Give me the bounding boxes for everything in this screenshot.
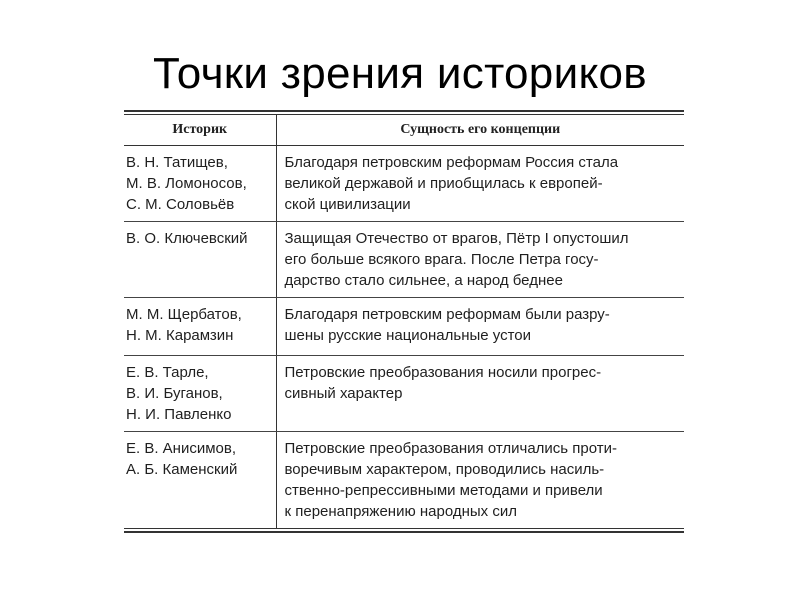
historian-cell bbox=[124, 146, 276, 222]
concept-line: Петровские преобразования носили прогрес- bbox=[284, 364, 602, 381]
slide-title: Точки зрения историков bbox=[153, 49, 647, 98]
historian-name: А. Б. Каменский bbox=[126, 461, 238, 478]
header-historian: Историк bbox=[124, 115, 276, 146]
historian-cell bbox=[124, 298, 276, 356]
table-header-row bbox=[124, 115, 684, 146]
concept-line: Благодаря петровским реформам Россия стала bbox=[284, 154, 619, 171]
historian-name: В. И. Буганов, bbox=[126, 385, 223, 402]
historians-table-grid bbox=[124, 115, 684, 528]
concept-cell bbox=[276, 146, 684, 222]
historians-table bbox=[124, 110, 684, 533]
historian-name: Н. И. Павленко bbox=[126, 406, 232, 423]
table-row bbox=[124, 298, 684, 356]
historian-cell bbox=[124, 222, 276, 298]
concept-line: ской цивилизации bbox=[284, 196, 411, 213]
header-concept: Сущность его концепции bbox=[276, 115, 684, 146]
historian-name: С. М. Соловьёв bbox=[126, 196, 235, 213]
historian-cell bbox=[124, 356, 276, 432]
concept-line: Благодаря петровским реформам были разру- bbox=[284, 306, 610, 323]
concept-cell bbox=[276, 356, 684, 432]
concept-cell bbox=[276, 298, 684, 356]
table-bottom-rule bbox=[124, 528, 684, 533]
historian-name: В. Н. Татищев, bbox=[126, 154, 228, 171]
historian-name: Н. М. Карамзин bbox=[126, 327, 234, 344]
concept-line: Петровские преобразования отличались проти- bbox=[284, 440, 618, 457]
concept-line: шены русские национальные устои bbox=[284, 327, 532, 344]
table-row bbox=[124, 146, 684, 222]
concept-cell bbox=[276, 432, 684, 529]
historian-name: М. М. Щербатов, bbox=[126, 306, 242, 323]
concept-line: Защищая Отечество от врагов, Пётр I опустошил bbox=[284, 230, 629, 247]
concept-line: ственно-репрессивными методами и привели bbox=[284, 482, 603, 499]
historian-cell bbox=[124, 432, 276, 529]
concept-line: его больше всякого врага. После Петра госу- bbox=[284, 251, 599, 268]
table-row bbox=[124, 222, 684, 298]
concept-line: к перенапряжению народных сил bbox=[284, 503, 517, 520]
concept-cell bbox=[276, 222, 684, 298]
concept-line: великой державой и приобщилась к европей- bbox=[284, 175, 603, 192]
historian-name: В. О. Ключевский bbox=[126, 230, 248, 247]
concept-line: воречивым характером, проводились насиль- bbox=[284, 461, 605, 478]
historian-name: Е. В. Анисимов, bbox=[126, 440, 237, 457]
concept-line: дарство стало сильнее, а народ беднее bbox=[284, 272, 563, 289]
table-row bbox=[124, 356, 684, 432]
table-row bbox=[124, 432, 684, 529]
historian-name: Е. В. Тарле, bbox=[126, 364, 209, 381]
historian-name: М. В. Ломоносов, bbox=[126, 175, 247, 192]
concept-line: сивный характер bbox=[284, 385, 403, 402]
